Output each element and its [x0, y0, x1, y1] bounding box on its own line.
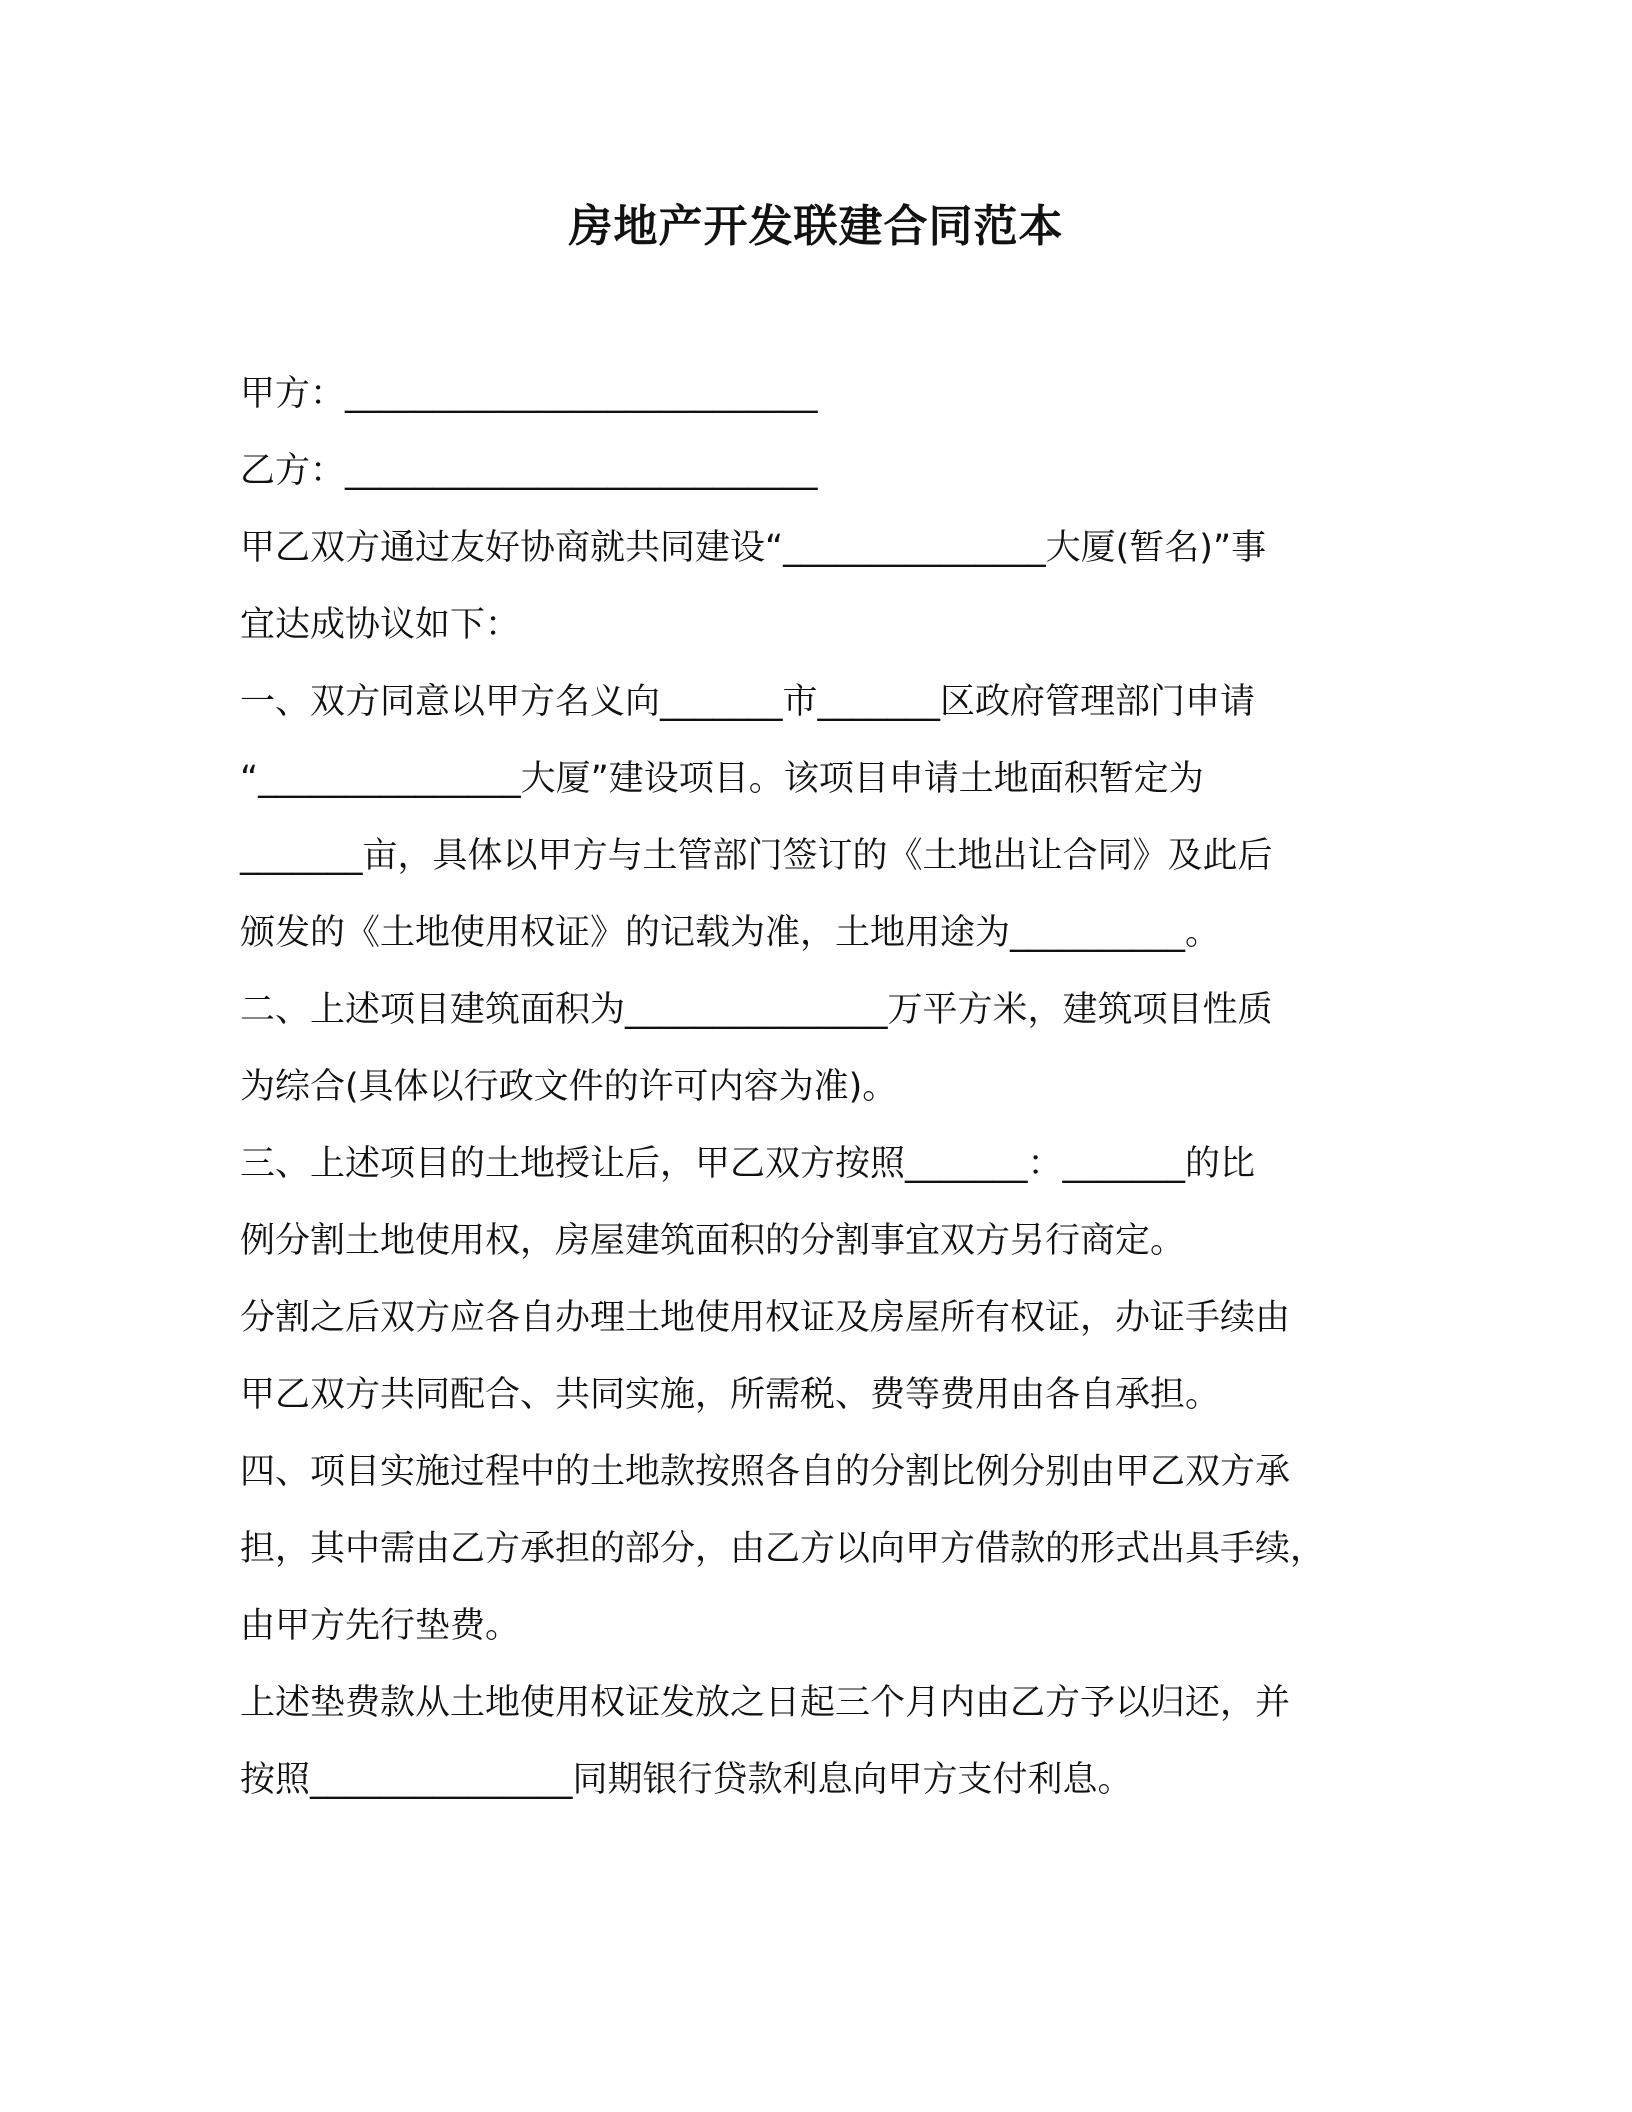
clause-4-line-2: 担，其中需由乙方承担的部分，由乙方以向甲方借款的形式出具手续，: [240, 1529, 1326, 1569]
clause-4-line-3: 由甲方先行垫费。: [240, 1606, 521, 1646]
clause-3-line-4: 甲乙双方共同配合、共同实施，所需税、费等费用由各自承担。: [240, 1375, 1221, 1415]
clause-4-line-4: 上述垫费款从土地使用权证发放之日起三个月内由乙方予以归还，并: [240, 1683, 1291, 1723]
clause-3-line-1: 三、上述项目的土地授让后，甲乙双方按照_______：_______的比: [240, 1144, 1256, 1184]
clause-1-line-1: 一、双方同意以甲方名义向_______市_______区政府管理部门申请: [240, 682, 1256, 722]
document-body: [240, 356, 1400, 1819]
clause-1-line-3: _______亩，具体以甲方与土管部门签订的《土地出让合同》及此后: [240, 836, 1273, 876]
document-title: 房地产开发联建合同范本: [568, 201, 1064, 252]
intro-line-1: 甲乙双方通过友好协商就共同建设“_______________大厦(暂名)”事: [240, 528, 1267, 568]
party-b-line: 乙方：___________________________: [240, 451, 818, 491]
party-a-line: 甲方：___________________________: [240, 374, 818, 414]
clause-1-line-2: “_______________大厦”建设项目。该项目申请土地面积暂定为: [240, 759, 1204, 799]
clause-1-line-4: 颁发的《土地使用权证》的记载为准，土地用途为__________。: [240, 913, 1221, 953]
clause-2-line-1: 二、上述项目建筑面积为_______________万平方米，建筑项目性质: [240, 990, 1273, 1030]
clause-4-line-1: 四、项目实施过程中的土地款按照各自的分割比例分别由甲乙双方承: [240, 1452, 1291, 1492]
clause-3-line-3: 分割之后双方应各自办理土地使用权证及房屋所有权证，办证手续由: [240, 1298, 1291, 1338]
clause-2-line-2: 为综合(具体以行政文件的许可内容为准)。: [240, 1067, 898, 1107]
intro-line-2: 宜达成协议如下：: [240, 605, 521, 645]
clause-3-line-2: 例分割土地使用权，房屋建筑面积的分割事宜双方另行商定。: [240, 1221, 1186, 1261]
clause-4-line-5: 按照_______________同期银行贷款利息向甲方支付利息。: [240, 1760, 1133, 1800]
